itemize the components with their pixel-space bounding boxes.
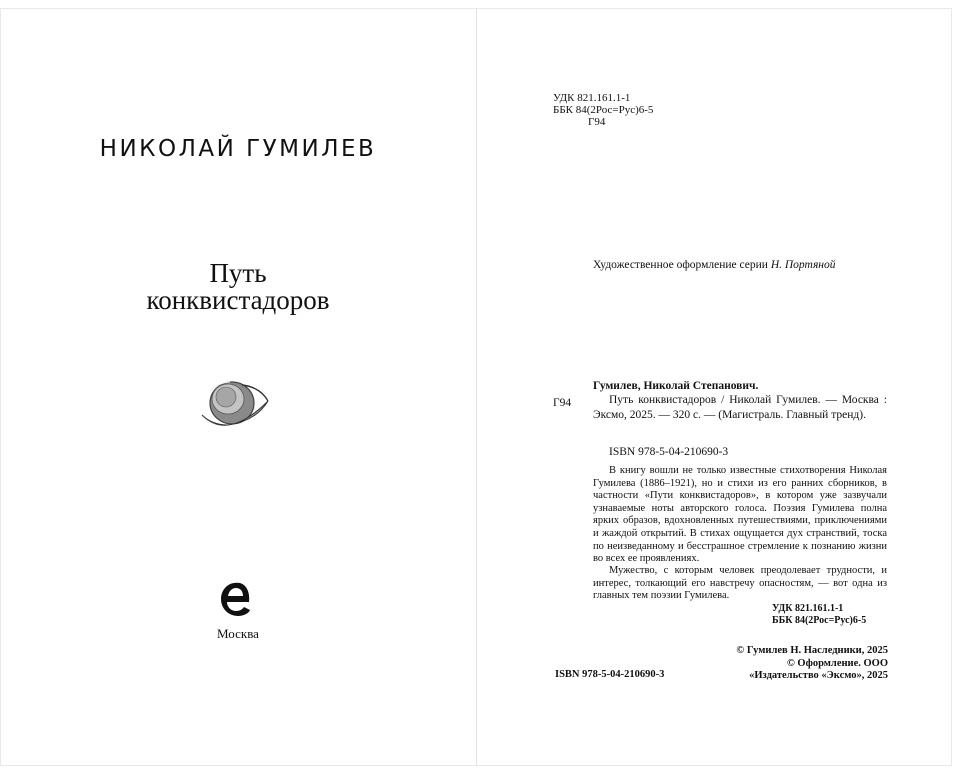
design-credit-prefix: Художественное оформление серии: [593, 259, 768, 271]
publisher-city: Москва: [217, 626, 259, 641]
copyright-line-3: «Издательство «Эксмо», 2025: [749, 670, 888, 681]
bibliographic-isbn: ISBN 978-5-04-210690-3: [609, 446, 729, 458]
udk-code-bottom: УДК 821.161.1-1: [772, 603, 844, 614]
book-title-line-1: Путь: [209, 258, 267, 288]
bibliographic-author: Гумилев, Николай Степанович.: [593, 380, 759, 392]
bibliographic-author-mark: Г94: [553, 397, 572, 409]
design-credit-artist: Н. Портяной: [770, 259, 836, 271]
copyright-block: [720, 645, 888, 683]
author-mark-top: Г94: [588, 116, 606, 128]
author-name: НИКОЛАЙ ГУМИЛЕВ: [99, 136, 377, 162]
isbn-bottom: ISBN 978-5-04-210690-3: [555, 669, 665, 680]
page-gutter: [476, 8, 477, 766]
book-title-line-2: конквистадоров: [146, 285, 330, 315]
udk-code-top: УДК 821.161.1-1: [553, 92, 631, 104]
bbk-code-top: ББК 84(2Рос=Рус)6-5: [553, 104, 654, 116]
copyright-line-2: © Оформление. ООО: [786, 657, 888, 669]
bbk-code-bottom: ББК 84(2Рос=Рус)6-5: [772, 615, 867, 626]
eksmo-logo-icon: [218, 580, 252, 618]
annotation-paragraph-2: Мужество, с которым человек преодолевает трудности, и интерес, толкающий его навстречу опасностям, — вот одна из главных тем поэзии Гумилева.: [593, 565, 887, 602]
design-credit: [593, 259, 836, 271]
copyright-line-1: © Гумилев Н. Наследники, 2025: [736, 645, 888, 656]
bibliographic-description: Путь конквистадоров / Николай Гумилев. — Москва : Эксмо, 2025. — 320 с. — (Магистраль. Главный тренд).: [593, 394, 887, 421]
annotation-paragraph-1: В книгу вошли не только известные стихотворения Николая Гумилева (1886–1921), но и стихи из его ранних сборников, в частности «Пути конквистадоров», в котором уже зазвучали узнаваемые ноты авторского голоса. Поэзия Гумилева полна ярких образов, вдохновленных путешествиями, приключениями и жаждой открытий. В стихах ощущается дух странствий, тоска по неизведанному и бесстрашное стремление к познанию жизни во всех ее проявлениях.: [593, 465, 887, 565]
conquistador-helmet-icon: [198, 375, 274, 437]
